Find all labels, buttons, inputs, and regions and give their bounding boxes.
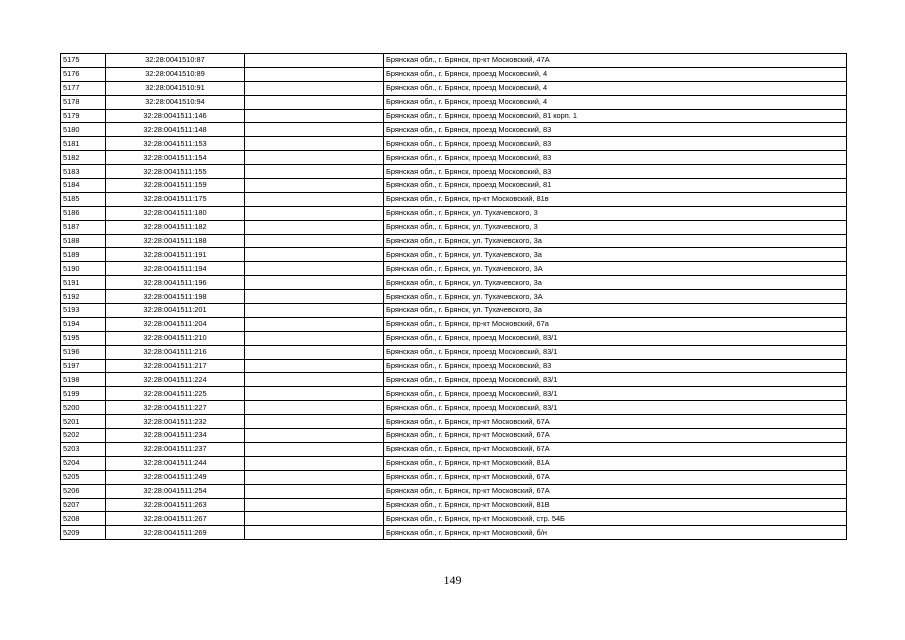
page-number: 149 xyxy=(443,573,462,587)
table-row xyxy=(61,317,847,331)
table-row xyxy=(61,304,847,318)
row-number: 5203 xyxy=(61,442,106,456)
address-cell: Брянская обл., г. Брянск, пр-кт Московский, 47А xyxy=(384,54,847,68)
row-number: 5190 xyxy=(61,262,106,276)
table-row xyxy=(61,67,847,81)
row-number: 5197 xyxy=(61,359,106,373)
row-number: 5185 xyxy=(61,192,106,206)
table-row xyxy=(61,123,847,137)
address-cell: Брянская обл., г. Брянск, проезд Московский, 83 xyxy=(384,123,847,137)
cadastral-number: 32:28:0041511:267 xyxy=(106,512,245,526)
address-cell: Брянская обл., г. Брянск, ул. Тухачевского, 3а xyxy=(384,276,847,290)
table-row xyxy=(61,262,847,276)
address-cell: Брянская обл., г. Брянск, проезд Московский, 83 xyxy=(384,151,847,165)
table-row xyxy=(61,220,847,234)
row-number: 5191 xyxy=(61,276,106,290)
row-number: 5179 xyxy=(61,109,106,123)
table-row xyxy=(61,359,847,373)
row-number: 5196 xyxy=(61,345,106,359)
cadastral-number: 32:28:0041511:198 xyxy=(106,290,245,304)
row-number: 5200 xyxy=(61,401,106,415)
table-row xyxy=(61,442,847,456)
cadastral-number: 32:28:0041511:204 xyxy=(106,317,245,331)
address-cell: Брянская обл., г. Брянск, пр-кт Московский, 67а xyxy=(384,317,847,331)
empty-cell xyxy=(245,345,384,359)
cadastral-number: 32:28:0041511:269 xyxy=(106,526,245,540)
empty-cell xyxy=(245,151,384,165)
address-cell: Брянская обл., г. Брянск, проезд Московский, 4 xyxy=(384,67,847,81)
empty-cell xyxy=(245,137,384,151)
address-cell: Брянская обл., г. Брянск, проезд Московский, 4 xyxy=(384,81,847,95)
table-row xyxy=(61,429,847,443)
row-number: 5209 xyxy=(61,526,106,540)
cadastral-number: 32:28:0041510:87 xyxy=(106,54,245,68)
empty-cell xyxy=(245,67,384,81)
empty-cell xyxy=(245,373,384,387)
address-cell: Брянская обл., г. Брянск, ул. Тухачевского, 3А xyxy=(384,262,847,276)
cadastral-number: 32:28:0041511:224 xyxy=(106,373,245,387)
table-row xyxy=(61,95,847,109)
address-cell: Брянская обл., г. Брянск, ул. Тухачевского, 3 xyxy=(384,220,847,234)
address-cell: Брянская обл., г. Брянск, проезд Московский, 83 xyxy=(384,137,847,151)
empty-cell xyxy=(245,429,384,443)
address-cell: Брянская обл., г. Брянск, пр-кт Московский, б/н xyxy=(384,526,847,540)
cadastral-number: 32:28:0041511:188 xyxy=(106,234,245,248)
address-cell: Брянская обл., г. Брянск, проезд Московский, 83/1 xyxy=(384,331,847,345)
row-number: 5207 xyxy=(61,498,106,512)
address-cell: Брянская обл., г. Брянск, проезд Московский, 81 xyxy=(384,179,847,193)
row-number: 5183 xyxy=(61,165,106,179)
cadastral-number: 32:28:0041510:94 xyxy=(106,95,245,109)
table-row xyxy=(61,498,847,512)
empty-cell xyxy=(245,54,384,68)
property-table-body xyxy=(61,54,847,540)
cadastral-number: 32:28:0041511:225 xyxy=(106,387,245,401)
table-row xyxy=(61,470,847,484)
empty-cell xyxy=(245,304,384,318)
address-cell: Брянская обл., г. Брянск, ул. Тухачевского, 3а xyxy=(384,304,847,318)
table-row xyxy=(61,345,847,359)
row-number: 5205 xyxy=(61,470,106,484)
table-row xyxy=(61,387,847,401)
empty-cell xyxy=(245,498,384,512)
address-cell: Брянская обл., г. Брянск, пр-кт Московский, 67А xyxy=(384,470,847,484)
row-number: 5194 xyxy=(61,317,106,331)
address-cell: Брянская обл., г. Брянск, пр-кт Московский, стр. 54Б xyxy=(384,512,847,526)
address-cell: Брянская обл., г. Брянск, проезд Московский, 83/1 xyxy=(384,345,847,359)
cadastral-number: 32:28:0041511:148 xyxy=(106,123,245,137)
cadastral-number: 32:28:0041511:154 xyxy=(106,151,245,165)
table-row xyxy=(61,512,847,526)
row-number: 5175 xyxy=(61,54,106,68)
cadastral-number: 32:28:0041511:159 xyxy=(106,179,245,193)
row-number: 5208 xyxy=(61,512,106,526)
empty-cell xyxy=(245,442,384,456)
address-cell: Брянская обл., г. Брянск, пр-кт Московский, 67А xyxy=(384,484,847,498)
table-row xyxy=(61,290,847,304)
table-row xyxy=(61,248,847,262)
empty-cell xyxy=(245,192,384,206)
row-number: 5188 xyxy=(61,234,106,248)
row-number: 5182 xyxy=(61,151,106,165)
empty-cell xyxy=(245,290,384,304)
table-row xyxy=(61,373,847,387)
empty-cell xyxy=(245,331,384,345)
row-number: 5198 xyxy=(61,373,106,387)
row-number: 5201 xyxy=(61,415,106,429)
table-row xyxy=(61,81,847,95)
empty-cell xyxy=(245,248,384,262)
cadastral-number: 32:28:0041510:91 xyxy=(106,81,245,95)
address-cell: Брянская обл., г. Брянск, ул. Тухачевского, 3 xyxy=(384,206,847,220)
address-cell: Брянская обл., г. Брянск, пр-кт Московский, 81А xyxy=(384,456,847,470)
row-number: 5184 xyxy=(61,179,106,193)
address-cell: Брянская обл., г. Брянск, проезд Московский, 4 xyxy=(384,95,847,109)
row-number: 5199 xyxy=(61,387,106,401)
address-cell: Брянская обл., г. Брянск, ул. Тухачевского, 3а xyxy=(384,234,847,248)
address-cell: Брянская обл., г. Брянск, проезд Московский, 83 xyxy=(384,359,847,373)
address-cell: Брянская обл., г. Брянск, ул. Тухачевского, 3А xyxy=(384,290,847,304)
cadastral-number: 32:28:0041511:146 xyxy=(106,109,245,123)
table-row xyxy=(61,206,847,220)
empty-cell xyxy=(245,484,384,498)
table-row xyxy=(61,137,847,151)
empty-cell xyxy=(245,123,384,137)
empty-cell xyxy=(245,81,384,95)
cadastral-number: 32:28:0041511:194 xyxy=(106,262,245,276)
row-number: 5204 xyxy=(61,456,106,470)
address-cell: Брянская обл., г. Брянск, проезд Московский, 83/1 xyxy=(384,373,847,387)
address-cell: Брянская обл., г. Брянск, пр-кт Московский, 67А xyxy=(384,429,847,443)
empty-cell xyxy=(245,317,384,331)
empty-cell xyxy=(245,456,384,470)
cadastral-number: 32:28:0041511:175 xyxy=(106,192,245,206)
table-row xyxy=(61,109,847,123)
row-number: 5189 xyxy=(61,248,106,262)
cadastral-number: 32:28:0041511:201 xyxy=(106,304,245,318)
cadastral-number: 32:28:0041511:216 xyxy=(106,345,245,359)
address-cell: Брянская обл., г. Брянск, пр-кт Московский, 67А xyxy=(384,442,847,456)
cadastral-number: 32:28:0041511:196 xyxy=(106,276,245,290)
address-cell: Брянская обл., г. Брянск, пр-кт Московский, 81В xyxy=(384,498,847,512)
table-row xyxy=(61,415,847,429)
address-cell: Брянская обл., г. Брянск, проезд Московский, 83/1 xyxy=(384,387,847,401)
empty-cell xyxy=(245,95,384,109)
empty-cell xyxy=(245,512,384,526)
address-cell: Брянская обл., г. Брянск, ул. Тухачевского, 3а xyxy=(384,248,847,262)
empty-cell xyxy=(245,387,384,401)
row-number: 5193 xyxy=(61,304,106,318)
cadastral-number: 32:28:0041511:249 xyxy=(106,470,245,484)
property-table xyxy=(60,53,847,540)
cadastral-number: 32:28:0041511:254 xyxy=(106,484,245,498)
empty-cell xyxy=(245,234,384,248)
empty-cell xyxy=(245,470,384,484)
cadastral-number: 32:28:0041511:182 xyxy=(106,220,245,234)
cadastral-number: 32:28:0041510:89 xyxy=(106,67,245,81)
cadastral-number: 32:28:0041511:234 xyxy=(106,429,245,443)
address-cell: Брянская обл., г. Брянск, пр-кт Московский, 81в xyxy=(384,192,847,206)
cadastral-number: 32:28:0041511:263 xyxy=(106,498,245,512)
cadastral-number: 32:28:0041511:244 xyxy=(106,456,245,470)
empty-cell xyxy=(245,262,384,276)
table-row xyxy=(61,331,847,345)
row-number: 5192 xyxy=(61,290,106,304)
empty-cell xyxy=(245,206,384,220)
empty-cell xyxy=(245,109,384,123)
empty-cell xyxy=(245,526,384,540)
row-number: 5195 xyxy=(61,331,106,345)
cadastral-number: 32:28:0041511:210 xyxy=(106,331,245,345)
empty-cell xyxy=(245,415,384,429)
row-number: 5206 xyxy=(61,484,106,498)
empty-cell xyxy=(245,401,384,415)
table-row xyxy=(61,276,847,290)
address-cell: Брянская обл., г. Брянск, проезд Московский, 83/1 xyxy=(384,401,847,415)
cadastral-number: 32:28:0041511:155 xyxy=(106,165,245,179)
empty-cell xyxy=(245,359,384,373)
row-number: 5177 xyxy=(61,81,106,95)
row-number: 5178 xyxy=(61,95,106,109)
empty-cell xyxy=(245,276,384,290)
row-number: 5180 xyxy=(61,123,106,137)
address-cell: Брянская обл., г. Брянск, проезд Московский, 83 xyxy=(384,165,847,179)
table-row xyxy=(61,526,847,540)
row-number: 5176 xyxy=(61,67,106,81)
table-row xyxy=(61,456,847,470)
table-row xyxy=(61,234,847,248)
row-number: 5186 xyxy=(61,206,106,220)
table-row xyxy=(61,192,847,206)
table-row xyxy=(61,151,847,165)
table-row xyxy=(61,54,847,68)
table-row xyxy=(61,484,847,498)
row-number: 5202 xyxy=(61,429,106,443)
row-number: 5187 xyxy=(61,220,106,234)
empty-cell xyxy=(245,165,384,179)
cadastral-number: 32:28:0041511:227 xyxy=(106,401,245,415)
cadastral-number: 32:28:0041511:180 xyxy=(106,206,245,220)
empty-cell xyxy=(245,179,384,193)
table-row xyxy=(61,165,847,179)
empty-cell xyxy=(245,220,384,234)
cadastral-number: 32:28:0041511:232 xyxy=(106,415,245,429)
table-row xyxy=(61,401,847,415)
address-cell: Брянская обл., г. Брянск, пр-кт Московский, 67А xyxy=(384,415,847,429)
cadastral-number: 32:28:0041511:153 xyxy=(106,137,245,151)
address-cell: Брянская обл., г. Брянск, проезд Московский, 81 корп. 1 xyxy=(384,109,847,123)
row-number: 5181 xyxy=(61,137,106,151)
cadastral-number: 32:28:0041511:191 xyxy=(106,248,245,262)
cadastral-number: 32:28:0041511:217 xyxy=(106,359,245,373)
table-row xyxy=(61,179,847,193)
cadastral-number: 32:28:0041511:237 xyxy=(106,442,245,456)
